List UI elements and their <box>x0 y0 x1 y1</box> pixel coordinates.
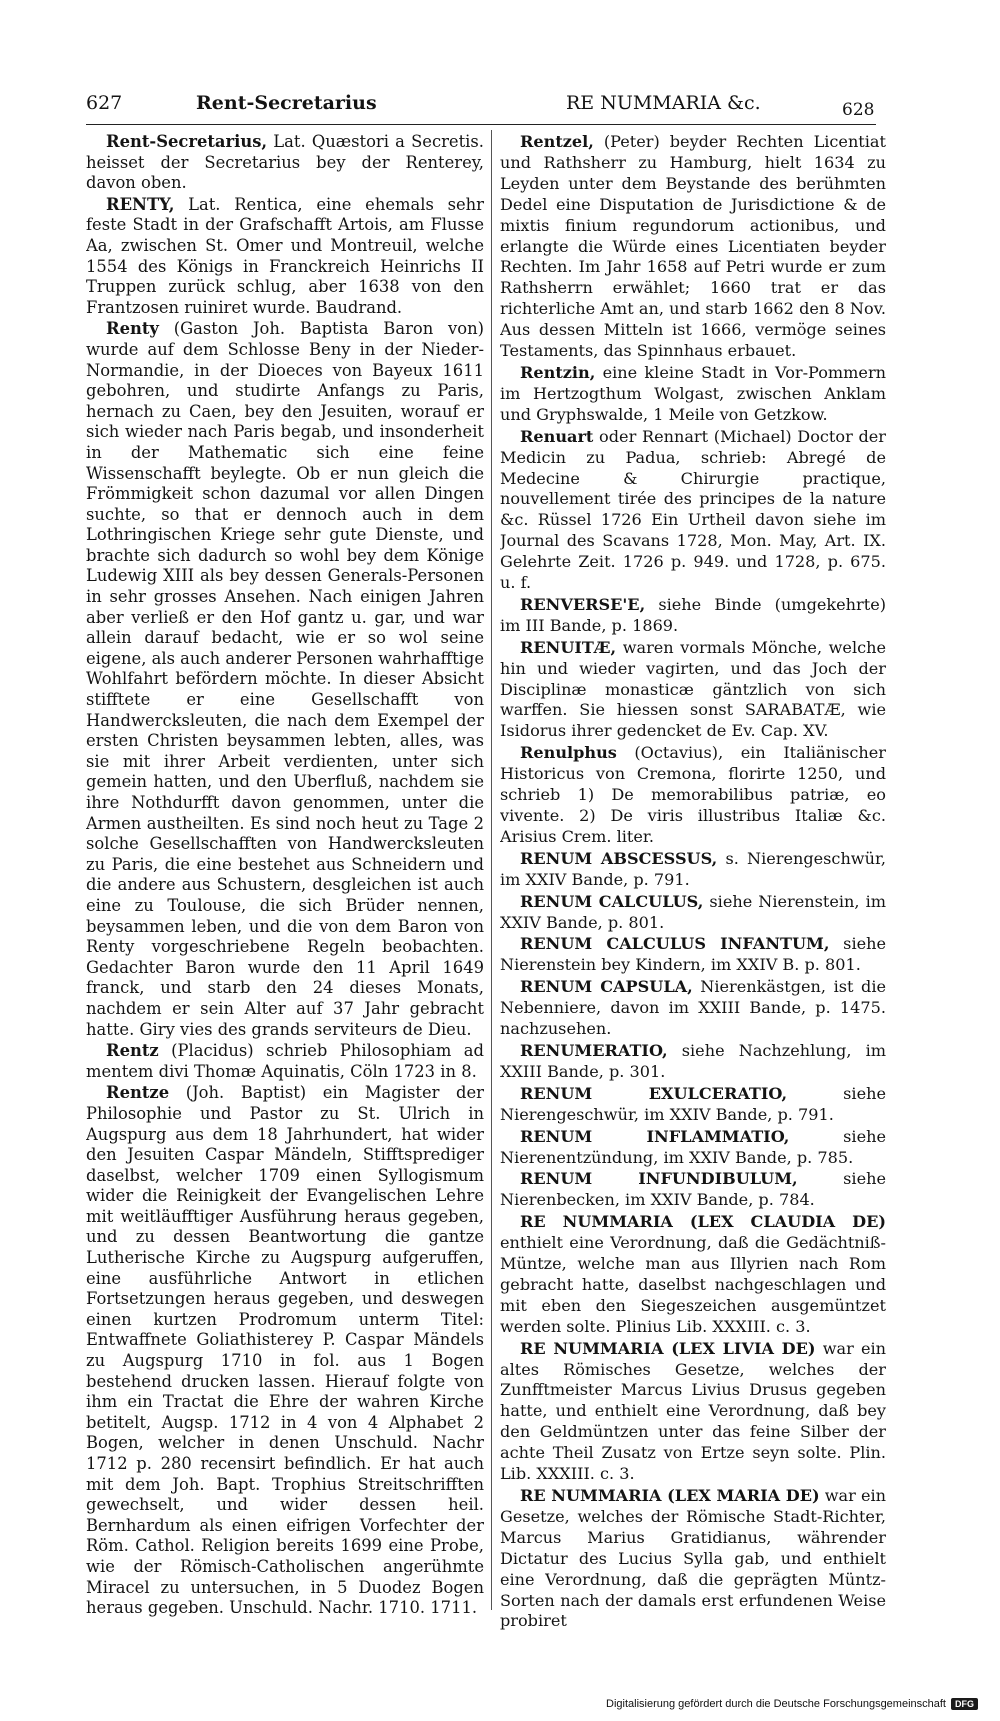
entry-lemma: RENUMERATIO, <box>520 1040 668 1060</box>
dictionary-entry <box>500 638 886 743</box>
entry-lemma: Renuart <box>520 426 594 446</box>
entry-lemma: RE NUMMARIA (LEX CLAUDIA DE) <box>520 1212 886 1232</box>
dictionary-entry <box>86 1083 484 1618</box>
dictionary-entry <box>500 1169 886 1211</box>
entry-lemma: RENUITÆ, <box>520 637 617 657</box>
dfg-logo: DFG <box>951 1698 978 1710</box>
entry-text: (Octavius), ein Italiänischer Historicus von Cremona, florirte 1250, und schrieb 1) De memorabilibus patriæ, eo vivente. 2) De viris illustribus Italiæ &c. Arisius Crem. liter. <box>500 743 886 846</box>
dictionary-entry <box>500 595 886 637</box>
entry-text: eine kleine Stadt in Vor-Pommern im Hertzogthum Wolgast, zwischen Anklam und Gryphswalde, 1 Meile von Getzkow. <box>500 362 886 424</box>
dictionary-entry <box>86 132 484 194</box>
entry-lemma: Renty <box>106 319 159 339</box>
left-page-number: 627 <box>86 92 123 114</box>
page-header <box>86 90 876 122</box>
entry-text: (Joh. Baptist) ein Magister der Philosophie und Pastor zu St. Ulrich in Augspurg aus dem 18 Jahrhundert, hat wider den Jesuiten Caspar Mändeln, Stifftsprediger daselbst, welcher 1709 einen Syllogismum wider die Reinigkeit der Evangelischen Lehre mit weitläufftiger Ausführung heraus gegeben, und zu dessen Beantwortung die gantze Lutherische Kirche zu Augspurg aufgeruffen, eine ausführliche Antwort in etlichen Fortsetzungen heraus gegeben, und deswegen einen kurtzen Prodromum unterm Titel: Entwaffnete Goliathisterey P. Caspar Mändels zu Augspurg 1710 in fol. aus 1 Bogen bestehend drucken lassen. Hierauf folgte von ihm ein Tractat die Ehre der wahren Kirche betitelt, Augsp. 1712 in 4 von 4 Alphabet 2 Bogen, welcher in denen Unschuld. Nachr 1712 p. 280 recensirt befindlich. Er hat auch mit dem Joh. Bapt. Trophius Streitschrifften gewechselt, und wider dessen heil. Bernhardum als einen eifrigen Vorfechter der Röm. Cathol. Religion bereits 1699 eine Probe, wie der Römisch-Catholischen angerühmte Miracel zu untersuchen, in 5 Duodez Bogen heraus gegeben. Unschuld. Nachr. 1710. 1711. <box>86 1083 484 1618</box>
entry-lemma: RE NUMMARIA (LEX LIVIA DE) <box>520 1338 816 1358</box>
dictionary-entry <box>500 892 886 934</box>
dictionary-entry <box>500 1084 886 1126</box>
entry-lemma: RENUM INFUNDIBULUM, <box>520 1169 798 1189</box>
entry-text: waren vormals Mönche, welche hin und wieder vagirten, und das Joch der Disciplinæ monasticæ gäntzlich von sich warffen. Sie hiessen sonst SARABATÆ, wie Isidorus ihrer gedencket de Ev. Cap. XV. <box>500 637 886 741</box>
entry-text: siehe Nierenbecken, im XXIV Bande, p. 784. <box>500 1169 886 1210</box>
dictionary-entry <box>500 1041 886 1083</box>
entry-lemma: RENTY, <box>106 194 175 214</box>
entry-text: s. Nierengeschwür, im XXIV Bande, p. 791. <box>500 848 886 889</box>
entry-text: (Peter) beyder Rechten Licentiat und Rathsherr zu Hamburg, hielt 1634 zu Leyden unter dem Beystande des berühmten Dedel eine Disputation de Jurisdictione & de mixtis finium regundorum actionibus, und erlangte die Würde eines Licentiaten beyder Rechten. Im Jahr 1658 auf Petri wurde er zum Rathsherrn erwählet; 1660 trat er das richterliche Amt an, und starb 1662 den 8 Nov. Aus dessen Mitteln ist 1666, vermöge seines Testaments, das Spinnhaus erbauet. <box>500 132 886 361</box>
right-page-number: 628 <box>842 100 875 120</box>
right-column <box>500 132 886 1632</box>
entry-text: siehe Nierengeschwür, im XXIV Bande, p. 791. <box>500 1083 886 1124</box>
entry-lemma: RE NUMMARIA (LEX MARIA DE) <box>520 1486 820 1505</box>
dictionary-entry <box>500 1486 886 1632</box>
dictionary-entry <box>500 743 886 848</box>
credit-text: Digitalisierung gefördert durch die Deutsche Forschungsgemeinschaft <box>606 1698 946 1710</box>
entry-text: Lat. Rentica, eine ehemals sehr feste Stadt in der Grafschafft Artois, am Flusse Aa, zwischen St. Omer und Montreuil, welche 1554 des Königs in Franckreich Heinrichs II Truppen zurück schlug, aber 1638 von den Frantzosen ruiniret wurde. Baudrand. <box>86 194 484 317</box>
dictionary-entry <box>500 1339 886 1485</box>
entry-lemma: Rentz <box>106 1041 159 1061</box>
entry-text: Nierenkästgen, ist die Nebenniere, davon im XXIII Bande, p. 1475. nachzusehen. <box>500 977 886 1039</box>
left-running-title: Rent-Secretarius <box>196 92 377 114</box>
column-divider <box>491 130 492 1610</box>
dictionary-entry <box>500 849 886 891</box>
entry-text: (Placidus) schrieb Philosophiam ad mentem divi Thomæ Aquinatis, Cöln 1723 in 8. <box>86 1041 484 1081</box>
dictionary-entry <box>500 1212 886 1337</box>
entry-text: siehe Nierenstein bey Kindern, im XXIV B. p. 801. <box>500 934 886 975</box>
entry-text: siehe Nachzehlung, im XXIII Bande, p. 301. <box>500 1040 886 1081</box>
entry-lemma: RENUM CAPSULA, <box>520 977 693 997</box>
right-running-title: RE NUMMARIA &c. <box>566 92 761 114</box>
dictionary-entry <box>500 977 886 1040</box>
entry-lemma: RENUM EXULCERATIO, <box>520 1083 788 1103</box>
entry-lemma: RENUM INFLAMMATIO, <box>520 1126 790 1146</box>
entry-text: Lat. Quæstori a Secretis. heisset der Secretarius bey der Renterey, davon oben. <box>86 132 484 193</box>
dictionary-entry <box>500 363 886 426</box>
entry-lemma: RENUM CALCULUS, <box>520 891 704 911</box>
entry-text: siehe Binde (umgekehrte) im III Bande, p. 1869. <box>500 594 886 635</box>
entry-lemma: Rentze <box>106 1083 170 1103</box>
dictionary-entry <box>500 934 886 976</box>
entry-lemma: RENUM CALCULUS INFANTUM, <box>520 934 830 954</box>
entry-lemma: Rent-Secretarius, <box>106 132 268 151</box>
entry-lemma: Rentzin, <box>520 362 596 382</box>
entry-text: war ein Gesetze, welches der Römische Stadt-Richter, Marcus Marius Gratidianus, währender Dictatur des Lucius Sylla gab, und enthielt eine Verordnung, daß die geprägten Müntz-Sorten nach der damals erst erfundenen Weise probiret <box>500 1486 886 1631</box>
entry-text: war ein altes Römisches Gesetze, welches der Zunfftmeister Marcus Livius Drusus gegeben hatte, und enthielt eine Verordnung, daß bey den Geldmüntzen unter das feine Silber der achte Theil Zusatz von Ertze seyn solte. Plin. Lib. XXXIII. c. 3. <box>500 1338 886 1484</box>
dictionary-entry <box>86 1041 484 1082</box>
entry-text: siehe Nierenentzündung, im XXIV Bande, p. 785. <box>500 1126 886 1167</box>
entry-lemma: RENVERSE'E, <box>520 594 646 614</box>
left-column <box>86 132 484 1632</box>
entry-text: (Gaston Joh. Baptista Baron von) wurde auf dem Schlosse Beny in der Nieder-Normandie, in der Dioeces von Bayeux 1611 gebohren, und studirte Anfangs zu Paris, hernach zu Caen, bey den Jesuiten, worauf er sich wieder nach Paris begab, und insonderheit in der Mathematic sich eine feine Wissenschafft beylegte. Ob er nun gleich die Frömmigkeit schon dazumal vor allen Dingen suchte, so that er dennoch auch in dem Lothringischen Kriege sehr gute Dienste, und brachte sich dadurch so wohl bey dem Könige Ludewig XIII als bey dessen Generals-Personen in sehr grosses Ansehen. Nach einigen Jahren aber verließ er den Hof gantz u. gar, und war allein darauf bedacht, wie er so wol seine eigene, als auch anderer Personen wahrhafftige Wohlfahrt befördern möchte. In dieser Absicht stifftete er eine Gesellschafft von Handwercksleuten, die nach dem Exempel der ersten Christen beysammen lebten, alles, was sie mit ihrer Arbeit verdienten, unter sich gemein hatten, und den Uberfluß, nachdem sie ihre Nothdurfft davon genommen, unter die Armen austheilten. Es sind noch heut zu Tage 2 solche Gesellschafften von Handwercksleuten zu Paris, die eine bestehet aus Schneidern und die andere aus Schustern, desgleichen ist auch eine zu Toulouse, die sich Brüder nennen, beysammen leben, und die von dem Baron von Renty vorgeschriebene Regeln beobachten. Gedachter Baron wurde den 11 April 1649 franck, und starb den 24 dieses Monats, nachdem er sein Alter auf 37 Jahr gebracht hatte. Giry vies des grands serviteurs de Dieu. <box>86 319 484 1039</box>
header-rule <box>86 124 876 125</box>
entry-lemma: Renulphus <box>520 743 617 763</box>
dictionary-entry <box>500 427 886 594</box>
dictionary-entry <box>86 319 484 1040</box>
entry-lemma: RENUM ABSCESSUS, <box>520 848 718 868</box>
entry-text: enthielt eine Verordnung, daß die Gedächtniß-Müntze, welche man aus Illyrien nach Rom gebracht hatte, daselbst nachgeschlagen und mit eben den Siegeszeichen ausgemüntzet werden solte. Plinius Lib. XXXIII. c. 3. <box>500 1233 886 1336</box>
digitization-credit <box>606 1695 978 1713</box>
dictionary-entry <box>86 195 484 319</box>
entry-text: oder Rennart (Michael) Doctor der Medicin zu Padua, schrieb: Abregé de Medecine & Chirurgie practique, nouvellement tirée des principes de la nature &c. Rüssel 1726 Ein Urtheil davon siehe im Journal des Scavans 1728, Mon. May, Art. IX. Gelehrte Zeit. 1726 p. 949. und 1728, p. 675. u. f. <box>500 426 886 593</box>
entry-text: siehe Nierenstein, im XXIV Bande, p. 801. <box>500 891 886 932</box>
dictionary-entry <box>500 132 886 362</box>
dictionary-entry <box>500 1127 886 1169</box>
entry-lemma: Rentzel, <box>520 132 594 151</box>
